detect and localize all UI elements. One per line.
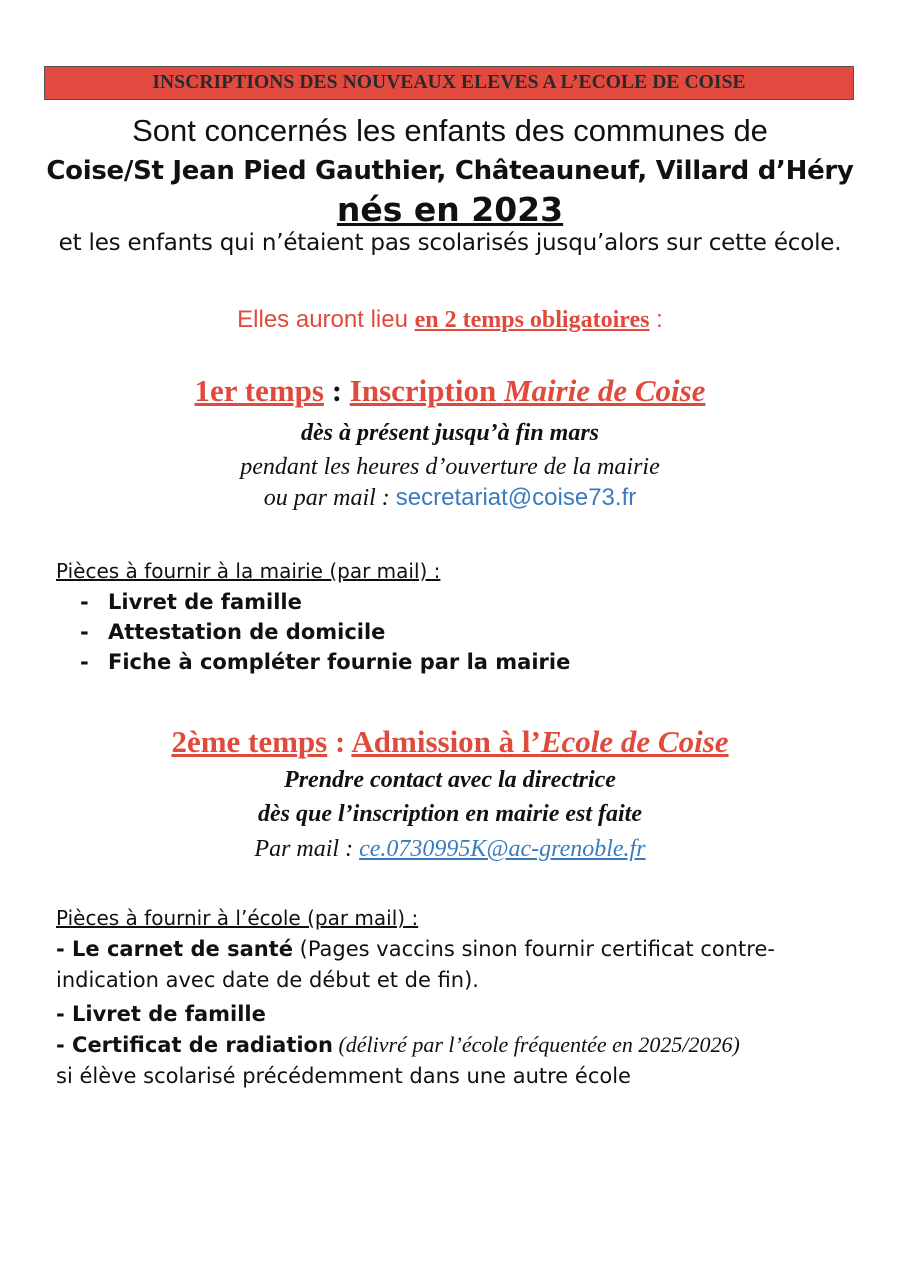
temps1-heading bbox=[0, 373, 900, 409]
piece-label: Attestation de domicile bbox=[108, 620, 386, 644]
temps2-mail-prefix: Par mail : bbox=[254, 836, 360, 862]
temps1-mail-line bbox=[0, 484, 900, 512]
intro-birth-year: nés en 2023 bbox=[336, 190, 564, 229]
temps1-title-b: Mairie de Coise bbox=[503, 373, 706, 408]
certif-italic: (délivré par l’école fréquentée en 2025/2026) bbox=[332, 1032, 740, 1057]
temps2-livret-line bbox=[56, 1002, 266, 1026]
temps2-line2: dès que l’inscription en mairie est faite bbox=[258, 801, 642, 827]
temps1-mail-link[interactable]: secretariat@coise73.fr bbox=[395, 484, 637, 511]
temps1-hours: pendant les heures d’ouverture de la mairie bbox=[240, 454, 660, 480]
temps1-title bbox=[350, 373, 706, 408]
lieu-suffix: : bbox=[649, 306, 663, 333]
temps1-title-a: Inscription bbox=[349, 373, 504, 408]
temps2-certif-line bbox=[56, 1032, 740, 1058]
title-banner: INSCRIPTIONS DES NOUVEAUX ELEVES A L’ECOLE DE COISE bbox=[44, 66, 854, 100]
carnet-bold: - Le carnet de santé bbox=[56, 937, 293, 961]
piece-label: Livret de famille bbox=[108, 590, 302, 614]
intro-line-1: Sont concernés les enfants des communes de bbox=[132, 113, 768, 148]
temps2-label: 2ème temps bbox=[171, 724, 328, 759]
temps1-piece-item bbox=[80, 650, 570, 674]
lieu-line bbox=[0, 306, 900, 334]
temps1-piece-item bbox=[80, 590, 302, 614]
temps2-sep: : bbox=[327, 724, 352, 759]
temps1-piece-item bbox=[80, 620, 385, 644]
carnet-rest: (Pages vaccins sinon fournir certificat contre- bbox=[292, 937, 775, 961]
bullet-dash: - bbox=[80, 620, 89, 644]
temps2-title-b: Ecole de Coise bbox=[540, 724, 729, 759]
livret-bold: - Livret de famille bbox=[56, 1002, 266, 1026]
temps2-certif-line2: si élève scolarisé précédemment dans une autre école bbox=[56, 1064, 631, 1088]
temps1-pieces-title: Pièces à fournir à la mairie (par mail) : bbox=[56, 559, 441, 583]
temps2-pieces-title: Pièces à fournir à l’école (par mail) : bbox=[56, 906, 419, 930]
temps1-when: dès à présent jusqu’à fin mars bbox=[300, 420, 600, 446]
piece-label: Fiche à compléter fournie par la mairie bbox=[108, 650, 571, 674]
intro-line-4: et les enfants qui n’étaient pas scolarisés jusqu’alors sur cette école. bbox=[58, 230, 842, 256]
lieu-prefix: Elles auront lieu bbox=[237, 306, 415, 333]
temps2-carnet-line2: indication avec date de début et de fin). bbox=[56, 968, 479, 992]
temps2-heading bbox=[0, 724, 900, 760]
intro-communes: Coise/St Jean Pied Gauthier, Châteauneuf, Villard d’Héry bbox=[46, 156, 854, 186]
lieu-emphasis: en 2 temps obligatoires bbox=[414, 307, 650, 333]
bullet-dash: - bbox=[80, 590, 89, 614]
temps2-mail-line bbox=[0, 836, 900, 863]
temps1-label: 1er temps bbox=[194, 373, 324, 408]
temps2-title bbox=[351, 724, 728, 759]
temps1-sep: : bbox=[323, 373, 350, 408]
temps2-carnet-line bbox=[56, 937, 775, 961]
bullet-dash: - bbox=[80, 650, 89, 674]
certif-bold: - Certificat de radiation bbox=[56, 1033, 333, 1057]
temps2-title-a: Admission à l’ bbox=[351, 724, 541, 759]
temps2-line1: Prendre contact avec la directrice bbox=[284, 767, 616, 793]
temps1-mail-prefix: ou par mail : bbox=[263, 485, 396, 511]
temps2-mail-link[interactable]: ce.0730995K@ac-grenoble.fr bbox=[359, 836, 646, 862]
